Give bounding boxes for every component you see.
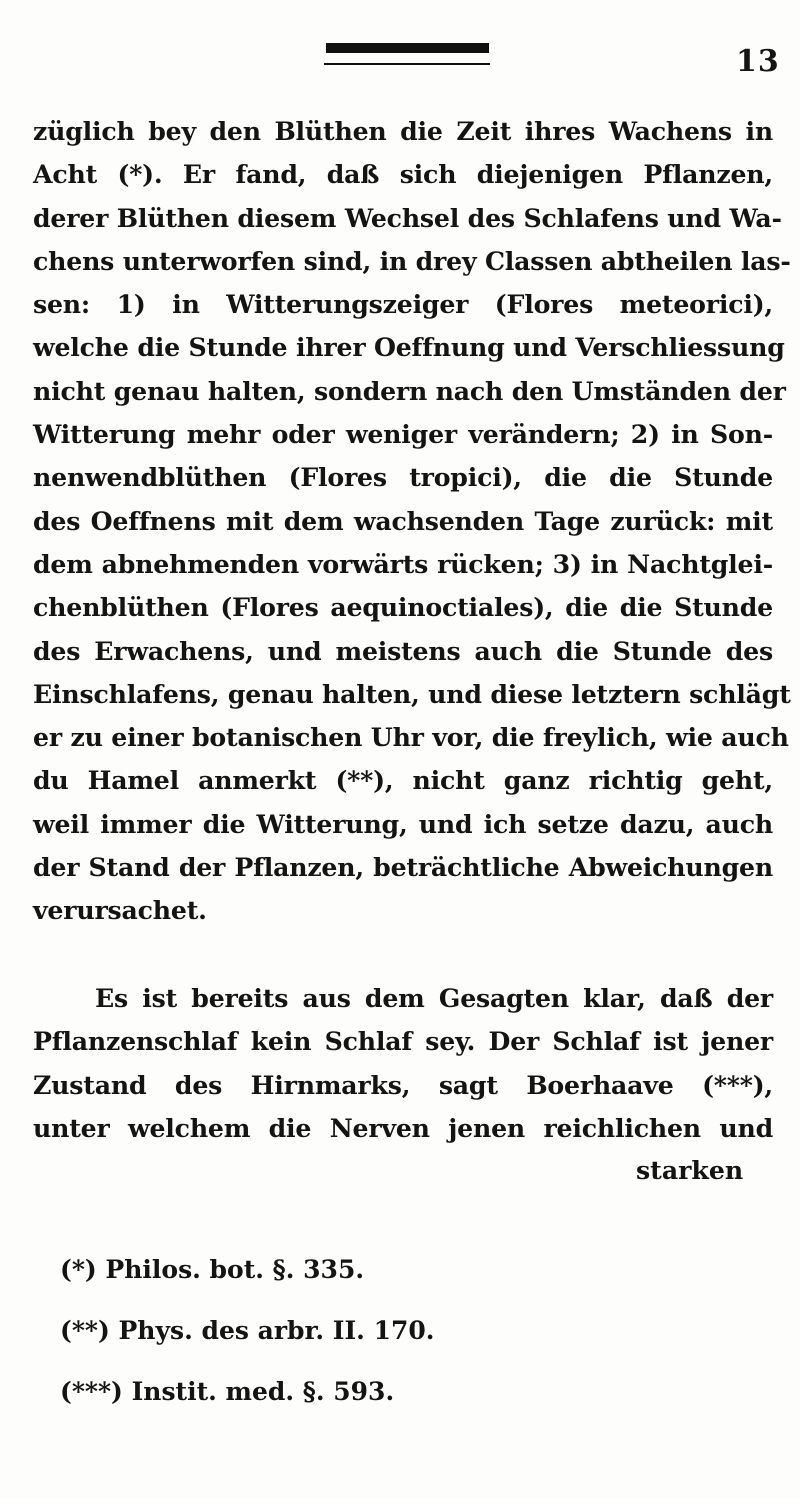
footnote: (*) Philos. bot. §. 335. <box>60 1255 365 1284</box>
footnote: (**) Phys. des arbr. II. 170. <box>60 1316 435 1345</box>
text-line: du Hamel anmerkt (**), nicht ganz richtig geht, <box>33 765 773 796</box>
paragraph-1 <box>33 110 791 933</box>
text-line: sen: 1) in Witterungszeiger (Flores meteorici), <box>33 289 773 320</box>
text-line: er zu einer botanischen Uhr vor, die freylich, wie auch <box>33 722 789 753</box>
paragraph-2 <box>33 977 773 1150</box>
text-line: Witterung mehr oder weniger verändern; 2) in Son- <box>33 419 773 450</box>
text-line: welche die Stunde ihrer Oeffnung und Verschliessung <box>33 332 785 363</box>
text-line: Einschlafens, genau halten, und diese letztern schlägt <box>33 678 791 709</box>
footnote: (***) Instit. med. §. 593. <box>60 1377 395 1406</box>
text-line: chenblüthen (Flores aequinoctiales), die die Stunde <box>33 592 773 623</box>
text-line: des Oeffnens mit dem wachsenden Tage zurück: mit <box>33 505 773 536</box>
text-line: verursachet. <box>33 895 207 926</box>
text-line: nenwendblüthen (Flores tropici), die die Stunde <box>33 462 773 493</box>
footnotes <box>60 1250 660 1433</box>
text-line: Es ist bereits aus dem Gesagten klar, daß der <box>95 983 773 1013</box>
text-line: Acht (*). Er fand, daß sich diejenigen Pflanzen, <box>33 159 773 190</box>
catchword: starken <box>636 1155 744 1185</box>
text-line: nicht genau halten, sondern nach den Umständen der <box>33 375 786 406</box>
text-line: dem abnehmenden vorwärts rücken; 3) in Nachtglei- <box>33 548 773 579</box>
text-line: weil immer die Witterung, und ich setze dazu, auch <box>33 808 773 839</box>
page-number: 13 <box>736 44 780 79</box>
text-line: der Stand der Pflanzen, beträchtliche Abweichungen <box>33 852 773 883</box>
text-line: züglich bey den Blüthen die Zeit ihres Wachens in <box>33 116 773 146</box>
text-line: derer Blüthen diesem Wechsel des Schlafens und Wa- <box>33 202 782 233</box>
text-line: chens unterworfen sind, in drey Classen abtheilen las- <box>33 245 791 276</box>
text-line: Pflanzenschlaf kein Schlaf sey. Der Schlaf ist jener <box>33 1026 773 1057</box>
text-line: Zustand des Hirnmarks, sagt Boerhaave (***), <box>33 1069 773 1100</box>
header-rule-thin <box>324 63 490 65</box>
text-line: unter welchem die Nerven jenen reichlichen und <box>33 1112 773 1143</box>
header-rule-thick <box>326 43 489 53</box>
text-line: des Erwachens, und meistens auch die Stunde des <box>33 635 773 666</box>
